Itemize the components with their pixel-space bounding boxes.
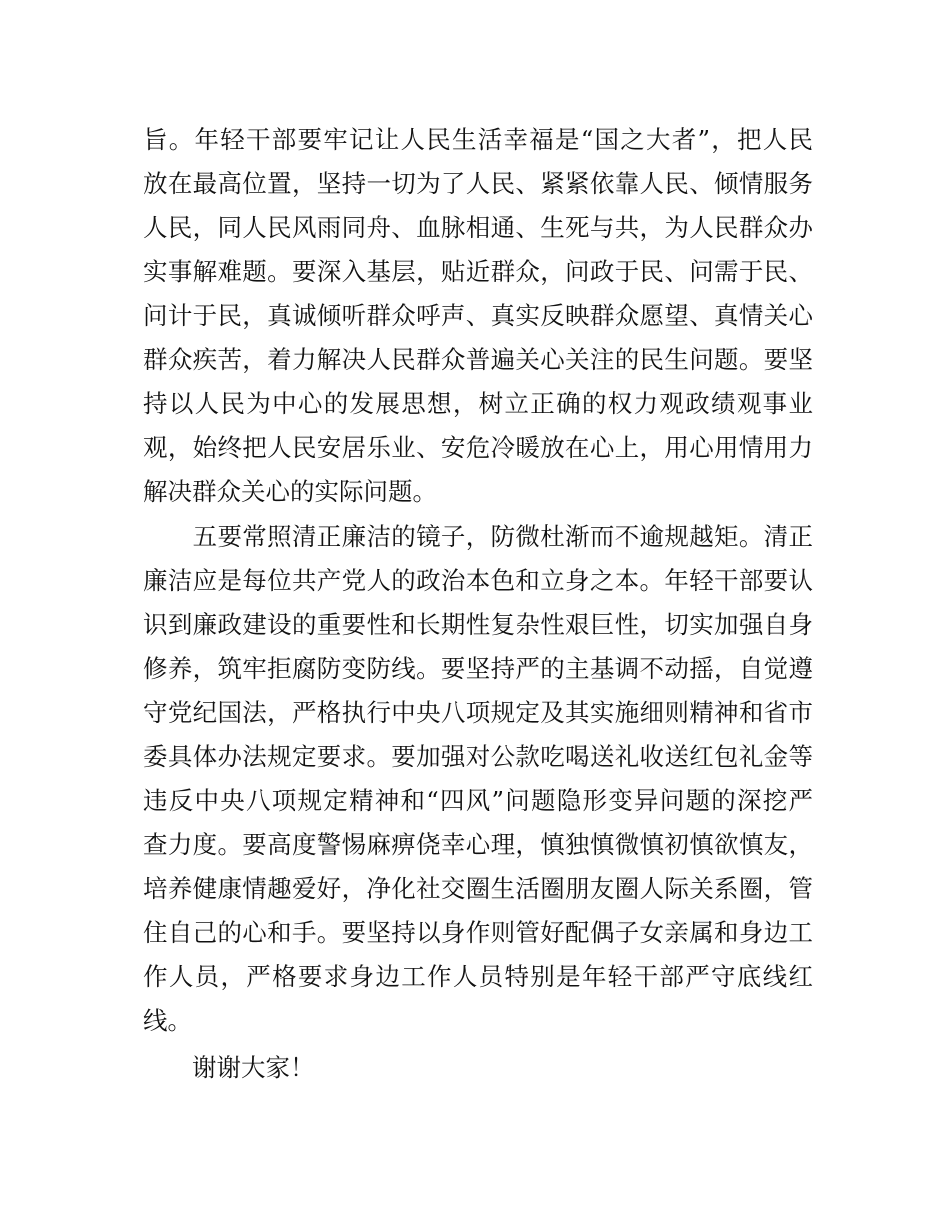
text-line: 持以人民为中心的发展思想，树立正确的权力观政绩观事业 [143, 389, 813, 418]
text-line: 问计于民，真诚倾听群众呼声、真实反映群众愿望、真情关心 [143, 301, 813, 330]
text-line: 违反中央八项规定精神和“四风”问题隐形变异问题的深挖严 [143, 786, 813, 815]
paragraph-closing [143, 1046, 813, 1090]
text-line: 五要常照清正廉洁的镜子，防微杜渐而不逾规越矩。清正 [143, 522, 813, 551]
paragraph-integrity [143, 515, 813, 1043]
text-line: 委具体办法规定要求。要加强对公款吃喝送礼收送红包礼金等 [143, 742, 813, 771]
text-line: 修养，筑牢拒腐防变防线。要坚持严的主基调不动摇，自觉遵 [143, 654, 813, 683]
text-line: 线。 [143, 1006, 192, 1035]
text-line: 人民，同人民风雨同舟、血脉相通、生死与共，为人民群众办 [143, 213, 813, 242]
paragraph-people-centered [143, 118, 813, 514]
text-line: 群众疾苦，着力解决人民群众普遍关心关注的民生问题。要坚 [143, 345, 813, 374]
text-line: 培养健康情趣爱好，净化社交圈生活圈朋友圈人际关系圈，管 [143, 874, 813, 903]
text-line: 旨。年轻干部要牢记让人民生活幸福是“国之大者”，把人民 [143, 125, 813, 154]
text-line: 实事解难题。要深入基层，贴近群众，问政于民、问需于民、 [143, 257, 813, 286]
text-line: 守党纪国法，严格执行中央八项规定及其实施细则精神和省市 [143, 698, 813, 727]
text-line: 住自己的心和手。要坚持以身作则管好配偶子女亲属和身边工 [143, 918, 813, 947]
text-line: 观，始终把人民安居乐业、安危冷暖放在心上，用心用情用力 [143, 433, 813, 462]
closing-line: 谢谢大家！ [143, 1053, 315, 1082]
text-line: 解决群众关心的实际问题。 [143, 477, 437, 506]
text-line: 查力度。要高度警惕麻痹侥幸心理，慎独慎微慎初慎欲慎友， [143, 830, 813, 859]
text-line: 识到廉政建设的重要性和长期性复杂性艰巨性，切实加强自身 [143, 610, 813, 639]
text-line: 放在最高位置，坚持一切为了人民、紧紧依靠人民、倾情服务 [143, 169, 813, 198]
text-line: 作人员，严格要求身边工作人员特别是年轻干部严守底线红 [143, 962, 813, 991]
text-line: 廉洁应是每位共产党人的政治本色和立身之本。年轻干部要认 [143, 566, 813, 595]
